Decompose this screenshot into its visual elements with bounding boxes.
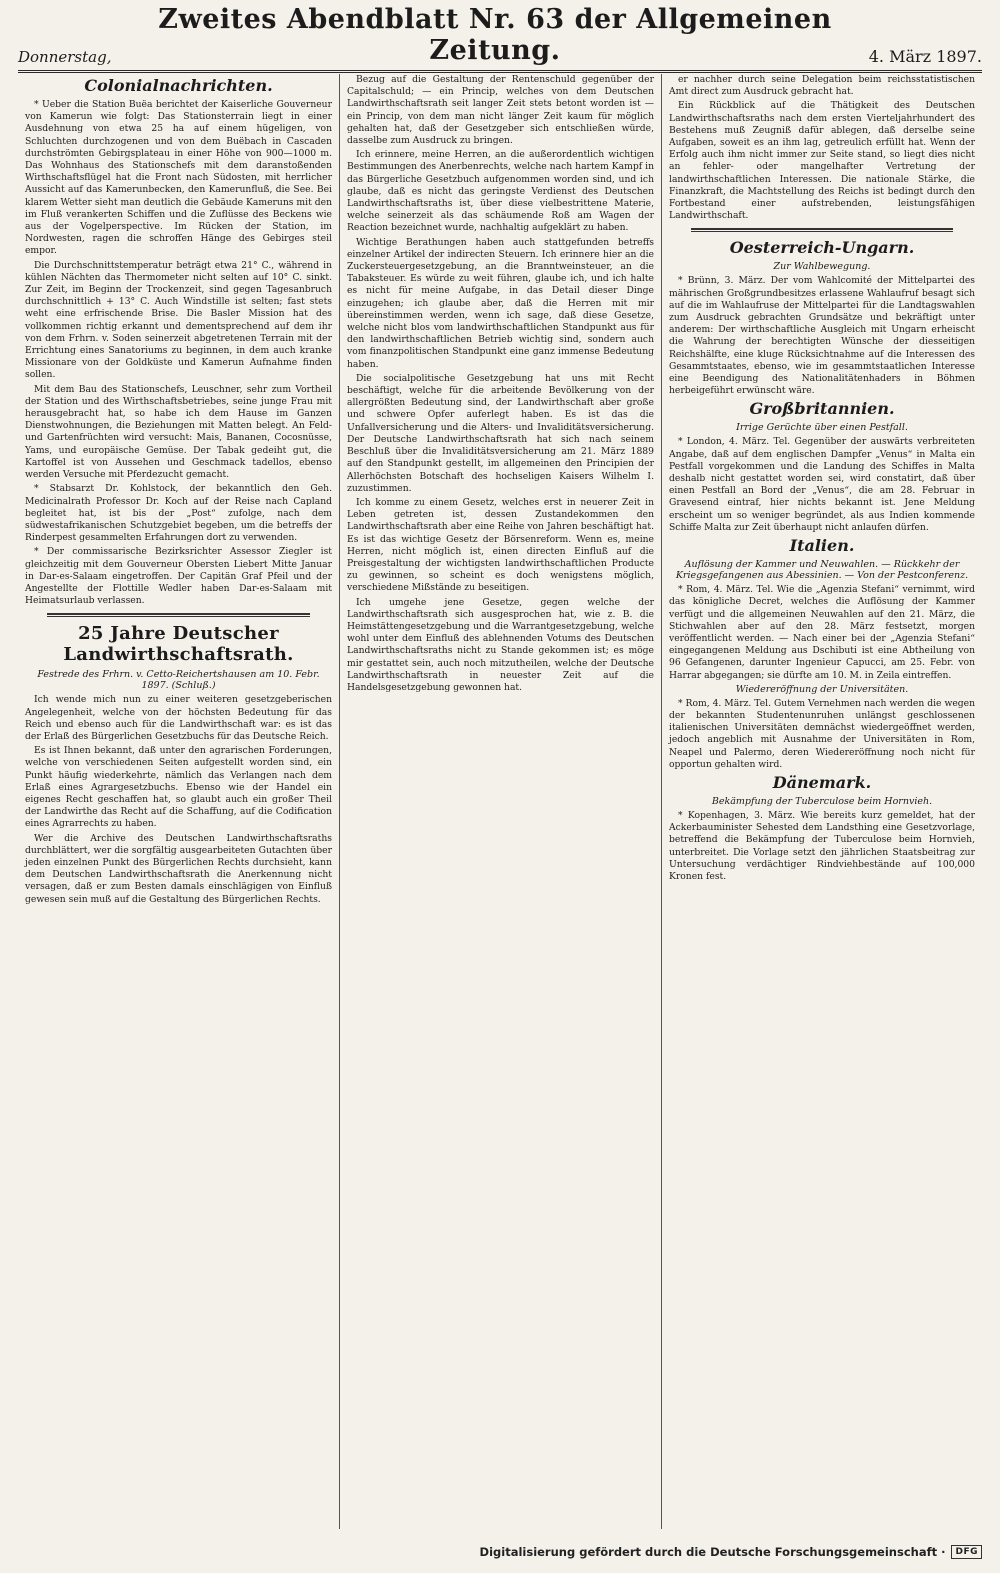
masthead-day: Donnerstag, — [18, 48, 112, 66]
columns — [18, 74, 982, 1529]
article-paragraph: Die socialpolitische Gesetzgebung hat uns mit Recht beschäftigt, welche für die arbeitende Bevölkerung von der allergrößten Bedeutung sind, der Landwirthschaft aber große und schwere Opfer auferlegt haben. Es ist das die Unfallversicherung und die Alters- und Invaliditätsversicherung. Der Deutsche Landwirthschaftsrath hat sich nach seinem Beschluß über die Invaliditätsversicherung am 21. März 1889 auf den Standpunkt gestellt, im allgemeinen den Principien der Allerhöchsten Botschaft des hochseligen Kaisers Wilhelm I. zuzustimmen. — [347, 372, 654, 494]
section-heading-italy: Italien. — [789, 536, 855, 556]
masthead — [18, 4, 982, 73]
section-subheading: Zur Wahlbewegung. — [773, 261, 871, 273]
article-paragraph: * Stabsarzt Dr. Kohlstock, der bekanntlich den Geh. Medicinalrath Professor Dr. Koch auf der Reise nach Capland begleitet hat, ist bis der „Post“ zufolge, nach dem südwestafrikanischen Schutzgebiet begeben, um die betreffs der Rinderpest gesammelten Erfahrungen dort zu verwenden. — [25, 483, 332, 544]
article-paragraph: Wer die Archive des Deutschen Landwirthschaftsraths durchblättert, wer die sorgfältig ausgearbeiteten Gutachten über jeden einzelnen Punkt des Bürgerlichen Rechts durchsieht, kann dem Deutschen Landwirthschaftsrath die Anerkennung nicht versagen, daß er zum Besten damals einschlägigen von Einfluß gewesen sein muß auf die Gestaltung des Bürgerlichen Rechts. — [25, 832, 332, 905]
footer-credit: Digitalisierung gefördert durch die Deutsche Forschungsgemeinschaft · — [479, 1545, 946, 1559]
section-divider — [47, 613, 310, 617]
article-paragraph: Die Durchschnittstemperatur beträgt etwa 21° C., während in kühlen Nächten das Thermometer nicht selten auf 10° C. sinkt. Zur Zeit, im Beginn der Trockenzeit, sind gegen Tagesanbruch durchschnittlich + 13° C. Auch Windstille ist selten; fast stets weht eine erfrischende Brise. Die Basler Mission hat des vollkommen richtig erkannt und dementsprechend auf dem ihr von dem Frhrn. v. Soden seinerzeit abgetretenen Terrain mit der Errichtung eines Sanatoriums zu beginnen, in dem auch kranke Missionare von der Goldküste und Kamerun Aufnahme finden sollen. — [25, 259, 332, 381]
dfg-logo: DFG — [951, 1545, 982, 1559]
section-subheading: Auflösung der Kammer und Neuwahlen. — Rückkehr der Kriegsgefangenen aus Abessinien. — Von der Pestconferenz. — [675, 559, 969, 582]
section-subheading: Wiedereröffnung der Universitäten. — [735, 683, 909, 695]
article-paragraph: * Brünn, 3. März. Der vom Wahlcomité der Mittelpartei des mährischen Großgrundbesitzes erlassene Wahlaufruf besagt sich auf die im Wahlaufruse der Mittelpartei für die Landtagswahlen zum Ausdruck gebrachten Grundsätze und bekräftigt unter anderem: Der wirthschaftliche Ausgleich mit Ungarn erheischt die Wahrung der berechtigten Wünsche der diesseitigen Reichshälfte, eine kluge Rücksichtnahme auf die Interessen des Gesammtstaates, ebenso, wie im gesammtstaatlichen Interesse eine Beendigung des Nationalitätenhaders in Böhmen herbeigeführt erwünscht wäre. — [669, 275, 975, 397]
masthead-date: 4. März 1897. — [868, 47, 982, 66]
masthead-title: Zweites Abendblatt Nr. 63 der Allgemeinen Zeitung. — [158, 4, 832, 66]
section-heading-colonial: Colonialnachrichten. — [84, 76, 273, 95]
digitization-footer — [480, 1545, 982, 1559]
section-heading-denmark: Dänemark. — [772, 772, 872, 792]
article-paragraph: * Rom, 4. März. Tel. Wie die „Agenzia Stefani“ vernimmt, wird das königliche Decret, welches die Auflösung der Kammer verfügt und die allgemeinen Neuwahlen auf den 21. März, die Stichwahlen aber auf den 28. März festsetzt, morgen veröffentlicht werden. — Nach einer bei der „Agenzia Stefani“ eingegangenen Meldung aus Dschibuti ist eine Abtheilung von 96 Gefangenen, darunter Ingenieur Capucci, am 25. Febr. von Harrar abgegangen; sie dürfte am 10. M. in Zeila eintreffen. — [669, 584, 975, 681]
article-paragraph: er nachher durch seine Delegation beim reichsstatistischen Amt direct zum Ausdruck gebracht hat. — [669, 74, 975, 98]
column-3 — [662, 74, 982, 1529]
article-paragraph: * Kopenhagen, 3. März. Wie bereits kurz gemeldet, hat der Ackerbauminister Sehested dem Landsthing eine Gesetzvorlage, betreffend die Bekämpfung der Tuberculose beim Hornvieh, unterbreitet. Die Vorlage setzt den jährlichen Staatsbeitrag zur Untersuchung verdächtiger Rindviehbestände auf 100,000 Kronen fest. — [669, 809, 975, 882]
article-paragraph: Ich umgehe jene Gesetze, gegen welche der Landwirthschaftsrath sich ausgesprochen hat, wie z. B. die Heimstättengesetzgebung und die Warrantgesetzgebung, welche wohl unter dem Einfluß des ablehnenden Votums des Deutschen Landwirthschaftsraths nicht zu Stande gekommen ist; es möge mir gestattet sein, auch noch mitzutheilen, welche der Deutsche Landwirthschaftsrath in neuester Zeit auf die Handelsgesetzgebung gewonnen hat. — [347, 596, 654, 693]
article-paragraph: Ich wende mich nun zu einer weiteren gesetzgeberischen Angelegenheit, welche von der höchsten Bedeutung für das Reich und ebenso auch für die Landwirthschaft war: es ist das der Erlaß des Bürgerlichen Gesetzbuchs für das Deutsche Reich. — [25, 694, 332, 742]
article-paragraph: * Rom, 4. März. Tel. Gutem Vernehmen nach werden die wegen der bekannten Studentenunruhen unlängst geschlossenen italienischen Universitäten demnächst wiedergeöffnet werden, jedoch angeblich mit Ausnahme der Universitäten in Rom, Neapel und Palermo, deren Wiedereröffnung noch nicht für opportun gehalten wird. — [669, 697, 975, 770]
section-heading-britain: Großbritannien. — [749, 399, 895, 419]
article-paragraph: Ein Rückblick auf die Thätigkeit des Deutschen Landwirthschaftsraths nach dem ersten Vierteljahrhundert des Bestehens muß Zeugniß dafür ablegen, daß derselbe seine Aufgaben, soweit es an ihm lag, getreulich erfüllt hat. Wenn der Erfolg auch ihm nicht immer zur Seite stand, so liegt dies nicht an fehler- oder mangelhafter Vertretung der landwirthschaftlichen Interessen. Die nationale Stärke, die Finanzkraft, die Machtstellung des Reichs ist bedingt durch den Fortbestand einer aufstrebenden, leistungsfähigen Landwirthschaft. — [669, 100, 975, 222]
article-paragraph: Wichtige Berathungen haben auch stattgefunden betreffs einzelner Artikel der indirecten Steuern. Ich erinnere hier an die Zuckersteuergesetzgebung, an die Branntweinsteuer, an die Tabaksteuer. Es würde zu weit führen, glaube ich, und ich halte es nicht für meine Aufgabe, in das Detail dieser Dinge einzugehen; ich glaube aber, daß die Herren mit mir übereinstimmen werden, wenn ich sage, daß diese Gesetze, welche nicht blos vom landwirthschaftlichen Standpunkt aus für den landwirthschaftlichen Betrieb wichtig sind, sondern auch vom finanzpolitischen Standpunkt eine ganz immense Bedeutung haben. — [347, 236, 654, 370]
article-paragraph: * London, 4. März. Tel. Gegenüber der auswärts verbreiteten Angabe, daß auf dem englischen Dampfer „Venus“ in Malta ein Pestfall vorgekommen und die Landung des Schiffes in Malta deshalb nicht gestattet worden sei, wird constatirt, daß über einen Pestfall an Bord der „Venus“, die am 28. Februar in Gravesend eintraf, hier nichts bekannt ist. Jene Meldung erscheint um so weniger begründet, als aus Indien kommende Schiffe Malta zur Zeit überhaupt nicht anlaufen dürfen. — [669, 436, 975, 533]
section-subheading: Festrede des Frhrn. v. Cetto-Reichertshausen am 10. Febr. 1897. (Schluß.) — [37, 669, 320, 692]
section-heading-landwirthschaftsrath: 25 Jahre Deutscher Landwirthschaftsrath. — [63, 623, 294, 666]
article-paragraph: Mit dem Bau des Stationschefs, Leuschner, sehr zum Vortheil der Station und des Wirthschaftsbetriebes, seine junge Frau mit herausgebracht hat, so habe ich dem Hause im Ganzen Dienstwohnungen, die Beziehungen mit Matten belegt. An Feld- und Gartenfrüchten wird versucht: Mais, Bananen, Cocosnüsse, Yams, und europäische Gemüse. Der Tabak gedeiht gut, die Kartoffel ist von Aussehen und Geschmack tadellos, ebenso werden Versuche mit Pferdezucht gemacht. — [25, 383, 332, 481]
article-paragraph: Bezug auf die Gestaltung der Rentenschuld gegenüber der Capitalschuld; — ein Princip, welches von dem Deutschen Landwirthschaftsrath seit langer Zeit stets betont worden ist — ein Princip, von dem man nicht länger Zeit kaum für möglich gehalten hat, daß der Gesetzgeber sich entschließen würde, dasselbe zum Ausdruck zu bringen. — [347, 74, 654, 147]
section-subheading: Irrige Gerüchte über einen Pestfall. — [736, 422, 908, 434]
column-1 — [18, 74, 340, 1529]
section-divider — [691, 228, 953, 232]
article-paragraph: * Der commissarische Bezirksrichter Assessor Ziegler ist gleichzeitig mit dem Gouverneur Obersten Liebert Mitte Januar in Dar-es-Salaam eingetroffen. Der Capitän Graf Pfeil und der Angestellte der Flottille Wedler haben Dar-es-Salaam mit Heimatsurlaub verlassen. — [25, 546, 332, 607]
section-subheading: Bekämpfung der Tuberculose beim Hornvieh. — [711, 795, 933, 807]
article-paragraph: * Ueber die Station Buëa berichtet der Kaiserliche Gouverneur von Kamerun wie folgt: Das Stationsterrain liegt in einer Ausdehnung von etwa 25 ha auf einem hügeligen, von Schluchten durchzogenen und von dem Buëbach in Cascaden durchströmten Gebirgsplateau in einer Höhe von 900—1000 m. Das Wohnhaus des Stationschefs mit dem daranstoßenden Wirthschaftsflügel hat die Front nach Südosten, mit herrlicher Aussicht auf das Kamerunbecken, den Kamerunfluß, die See. Bei klarem Wetter sieht man deutlich die Gebäude Kameruns mit den im Fluß verankerten Schiffen und die Zuflüsse des Beckens wie aus der Vogelperspective. Im Rücken der Station, im Nordwesten, ragen die schroffen Hänge des Gebirges steil empor. — [25, 99, 332, 257]
column-2 — [340, 74, 662, 1529]
section-heading-austria: Oesterreich-Ungarn. — [729, 238, 915, 258]
article-paragraph: Ich erinnere, meine Herren, an die außerordentlich wichtigen Bestimmungen des Anerbenrechts, welche nach hartem Kampf in das Bürgerliche Gesetzbuch aufgenommen worden sind, und ich glaube, daß es nicht das geringste Verdienst des Deutschen Landwirthschaftsraths ist, über diese vielbestrittene Materie, welche seinerzeit als das schäumende Roß am Wagen der Reaction bezeichnet wurde, nachhaltig aufgeklärt zu haben. — [347, 149, 654, 234]
article-paragraph: Ich komme zu einem Gesetz, welches erst in neuerer Zeit in Leben getreten ist, dessen Zustandekommen den Landwirthschaftsrath aber eine Reihe von Jahren beschäftigt hat. Es ist das wichtige Gesetz der Börsenreform. Wenn es, meine Herren, nicht möglich ist, einen directen Einfluß auf die Preisgestaltung der wichtigsten landwirthschaftlichen Producte zu gewinnen, so scheint es doch wenigstens möglich, verschiedene Mißstände zu beseitigen. — [347, 496, 654, 594]
article-paragraph: Es ist Ihnen bekannt, daß unter den agrarischen Forderungen, welche von verschiedenen Seiten aufgestellt worden sind, ein Punkt häufig wiederkehrte, nämlich das Verlangen nach dem Erlaß eines Agrargesetzbuchs. Ebenso wie der Handel ein eigenes Recht geschaffen hat, so glaubt auch ein großer Theil der Landwirthe das Recht auf die Schaffung, auf die Codification eines Agrarrechts zu haben. — [25, 745, 332, 830]
